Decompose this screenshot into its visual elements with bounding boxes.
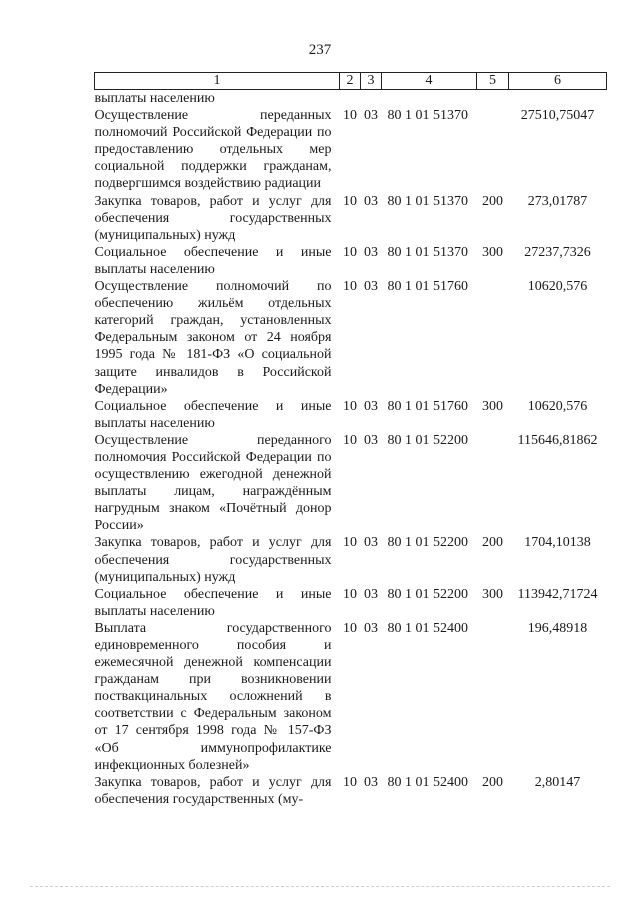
column-header-amount: 6	[509, 73, 607, 90]
budget-table	[94, 72, 606, 808]
column-header-target-code: 4	[382, 73, 477, 90]
row-expense-type: 200	[482, 193, 503, 209]
table-row	[95, 244, 607, 278]
row-target-code: 80 1 01 52200	[387, 535, 468, 551]
row-section: 10	[343, 108, 357, 124]
row-target-code: 80 1 01 52400	[387, 774, 468, 790]
table-row	[95, 398, 607, 432]
row-target-code	[382, 90, 477, 108]
row-target-code: 80 1 01 51370	[387, 108, 468, 124]
budget-table-grid	[94, 72, 607, 808]
table-row	[95, 620, 607, 774]
row-target-code: 80 1 01 51370	[387, 244, 468, 260]
row-subsection: 03	[364, 108, 378, 124]
column-header-name: 1	[95, 73, 340, 90]
row-subsection: 03	[364, 620, 378, 636]
table-row	[95, 432, 607, 535]
table-row	[95, 107, 607, 192]
column-header-subsection: 3	[361, 73, 382, 90]
row-target-code: 80 1 01 51760	[387, 279, 468, 295]
table-row	[95, 193, 607, 244]
row-section: 10	[343, 586, 357, 602]
scan-edge-line	[30, 886, 610, 887]
row-amount: 27237,7326	[524, 244, 591, 260]
row-name: Социальное обеспечение и иные выплаты населению	[94, 244, 332, 277]
row-amount: 2,80147	[534, 774, 581, 790]
row-name: Закупка товаров, работ и услуг для обеспечения государственных (муниципальных) нужд	[94, 193, 332, 243]
row-section: 10	[343, 620, 357, 636]
row-subsection: 03	[364, 586, 378, 602]
row-expense-type	[477, 107, 509, 192]
row-name: Выплата государственного единовременного пособия и ежемесячной денежной компенсации гражданам при возникновении поствакцинальных осложнений в соответствии с Федеральным законом от 17 сентября 1998 года № 157-ФЗ «Об иммунопрофилактике инфекционных болезней»	[94, 620, 332, 773]
row-target-code: 80 1 01 51760	[387, 398, 468, 414]
row-name: Осуществление переданного полномочия Российской Федерации по осуществлению ежегодной денежной выплаты лицам, награждённым нагрудным знаком «Почётный донор России»	[94, 432, 332, 534]
row-amount	[509, 90, 607, 108]
row-target-code: 80 1 01 51370	[387, 193, 468, 209]
row-section: 10	[343, 244, 357, 260]
row-expense-type	[477, 278, 509, 398]
row-name: Закупка товаров, работ и услуг для обеспечения государственных (муниципальных) нужд	[94, 535, 332, 585]
row-name: Осуществление переданных полномочий Российской Федерации по предоставлению отдельных мер социальной поддержки гражданам, подвергшимся воздействию радиации	[94, 108, 332, 192]
row-amount: 113942,71724	[517, 586, 598, 602]
row-amount: 1704,10138	[524, 535, 591, 551]
row-name: Закупка товаров, работ и услуг для обеспечения государственных (му-	[94, 774, 332, 807]
row-amount: 196,48918	[527, 620, 588, 636]
row-subsection: 03	[364, 244, 378, 260]
row-expense-type: 300	[482, 586, 503, 602]
row-expense-type: 300	[482, 398, 503, 414]
row-amount: 27510,75047	[520, 108, 595, 124]
row-section: 10	[343, 279, 357, 295]
column-header-section: 2	[340, 73, 361, 90]
row-amount: 10620,576	[527, 279, 588, 295]
table-row	[95, 534, 607, 585]
row-section: 10	[343, 432, 357, 448]
row-expense-type: 200	[482, 774, 503, 790]
row-section: 10	[343, 535, 357, 551]
row-expense-type	[477, 620, 509, 774]
table-row	[95, 278, 607, 398]
table-row	[95, 90, 607, 108]
row-amount: 273,01787	[527, 193, 588, 209]
row-expense-type	[477, 432, 509, 535]
row-amount: 115646,81862	[517, 432, 598, 448]
row-subsection: 03	[364, 432, 378, 448]
row-section: 10	[343, 398, 357, 414]
table-row	[95, 586, 607, 620]
row-name: Социальное обеспечение и иные выплаты населению	[94, 586, 332, 619]
row-target-code: 80 1 01 52200	[387, 432, 468, 448]
page-number: 237	[308, 42, 332, 58]
row-name: выплаты населению	[94, 91, 215, 106]
table-row	[95, 774, 607, 808]
row-expense-type: 200	[482, 535, 503, 551]
column-header-expense-type: 5	[477, 73, 509, 90]
table-header-row	[95, 73, 607, 90]
row-name: Осуществление полномочий по обеспечению жильём отдельных категорий граждан, установленных Федеральным законом от 24 ноября 1995 года № 181-ФЗ «О социальной защите инвалидов в Российской Федерации»	[94, 279, 332, 397]
row-expense-type	[477, 90, 509, 108]
row-section: 10	[343, 774, 357, 790]
row-subsection: 03	[364, 279, 378, 295]
row-subsection: 03	[364, 774, 378, 790]
row-target-code: 80 1 01 52200	[387, 586, 468, 602]
row-expense-type: 300	[482, 244, 503, 260]
row-section: 10	[343, 193, 357, 209]
row-subsection: 03	[364, 398, 378, 414]
row-name: Социальное обеспечение и иные выплаты населению	[94, 398, 332, 431]
row-amount: 10620,576	[527, 398, 588, 414]
row-subsection: 03	[364, 193, 378, 209]
row-subsection	[361, 90, 382, 108]
row-target-code: 80 1 01 52400	[387, 620, 468, 636]
row-subsection: 03	[364, 535, 378, 551]
row-section	[340, 90, 361, 108]
